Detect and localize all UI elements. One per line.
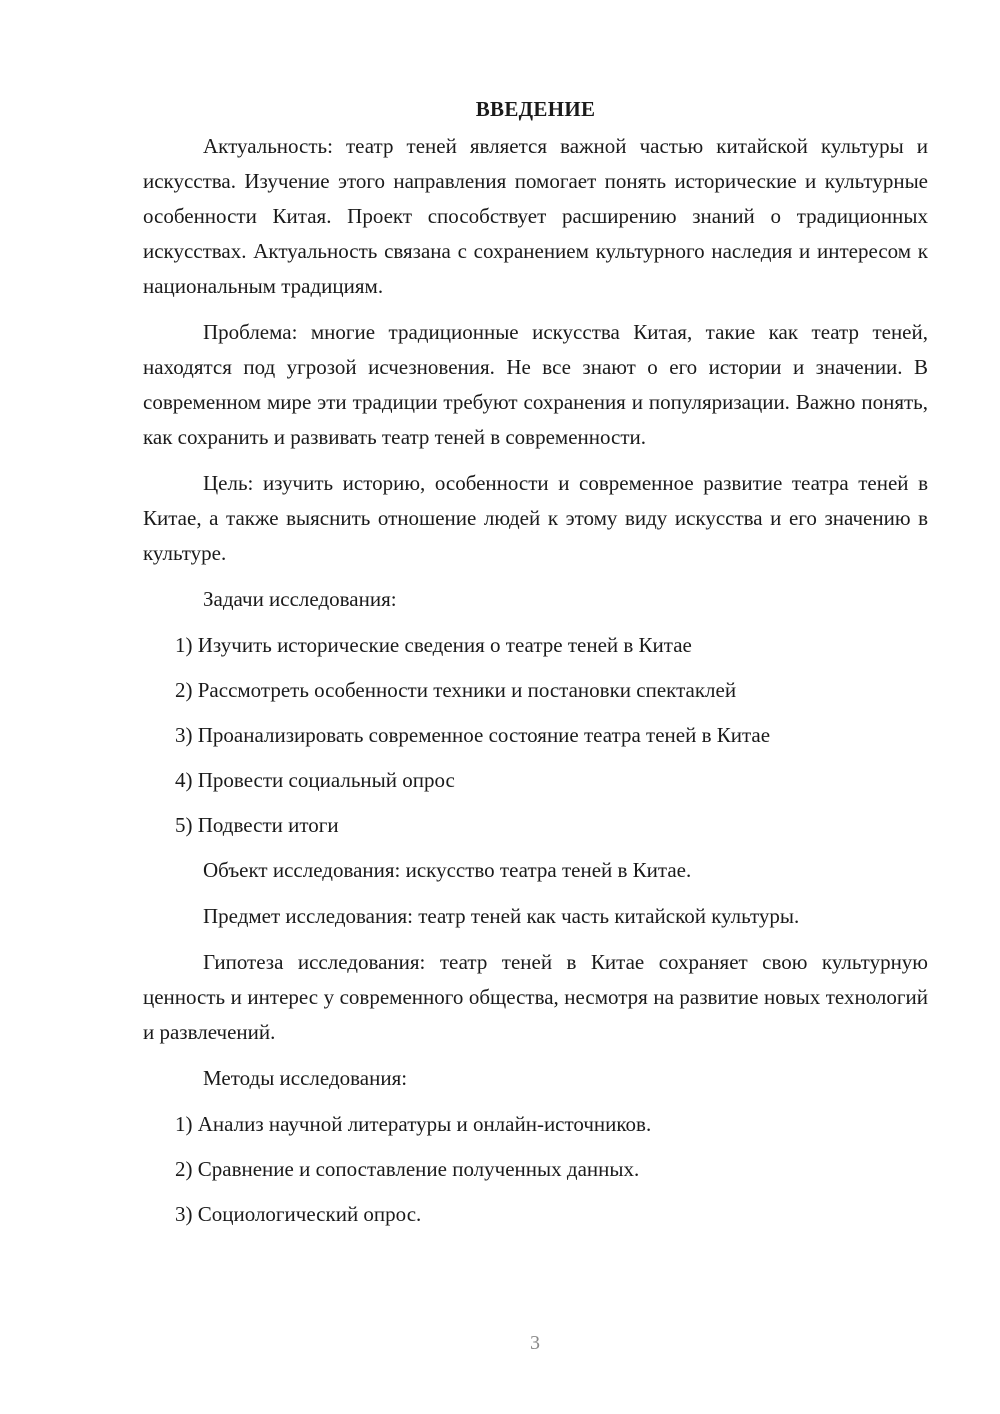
subject-line: Предмет исследования: театр теней как часть китайской культуры. [203, 904, 800, 928]
task-item: 1) Изучить исторические сведения о театре теней в Китае [175, 633, 692, 657]
task-item: 5) Подвести итоги [175, 813, 339, 837]
task-item: 3) Проанализировать современное состояние театра теней в Китае [175, 723, 771, 747]
tasks-list [143, 628, 928, 843]
hypothesis-paragraph: Гипотеза исследования: театр теней в Китае сохраняет свою культурную ценность и интерес у современного общества, несмотря на развитие новых технологий и развлечений. [143, 950, 928, 1044]
relevance-paragraph: Актуальность: театр теней является важной частью китайской культуры и искусства. Изучение этого направления помогает понять исторические и культурные особенности Китая. Проект способствует расширению знаний о традиционных искусствах. Актуальность связана с сохранением культурного наследия и интересом к национальным традициям. [143, 134, 928, 298]
tasks-title: Задачи исследования: [203, 587, 397, 611]
methods-list [143, 1107, 928, 1232]
method-item: 2) Сравнение и сопоставление полученных данных. [175, 1157, 640, 1181]
task-item: 2) Рассмотреть особенности техники и постановки спектаклей [175, 678, 737, 702]
method-item: 1) Анализ научной литературы и онлайн-источников. [175, 1112, 652, 1136]
task-item: 4) Провести социальный опрос [175, 768, 455, 792]
goal-paragraph: Цель: изучить историю, особенности и современное развитие театра теней в Китае, а также выяснить отношение людей к этому виду искусства и его значению в культуре. [143, 471, 928, 565]
object-line: Объект исследования: искусство театра теней в Китае. [203, 858, 692, 882]
method-item: 3) Социологический опрос. [175, 1202, 422, 1226]
section-heading: ВВЕДЕНИЕ [475, 97, 596, 121]
methods-title: Методы исследования: [203, 1066, 408, 1090]
problem-paragraph: Проблема: многие традиционные искусства Китая, такие как театр теней, находятся под угрозой исчезновения. Не все знают о его истории и значении. В современном мире эти традиции требуют сохранения и популяризации. Важно понять, как сохранить и развивать театр теней в современности. [143, 320, 928, 449]
document-page [143, 92, 928, 1242]
page-number: 3 [530, 1332, 540, 1354]
